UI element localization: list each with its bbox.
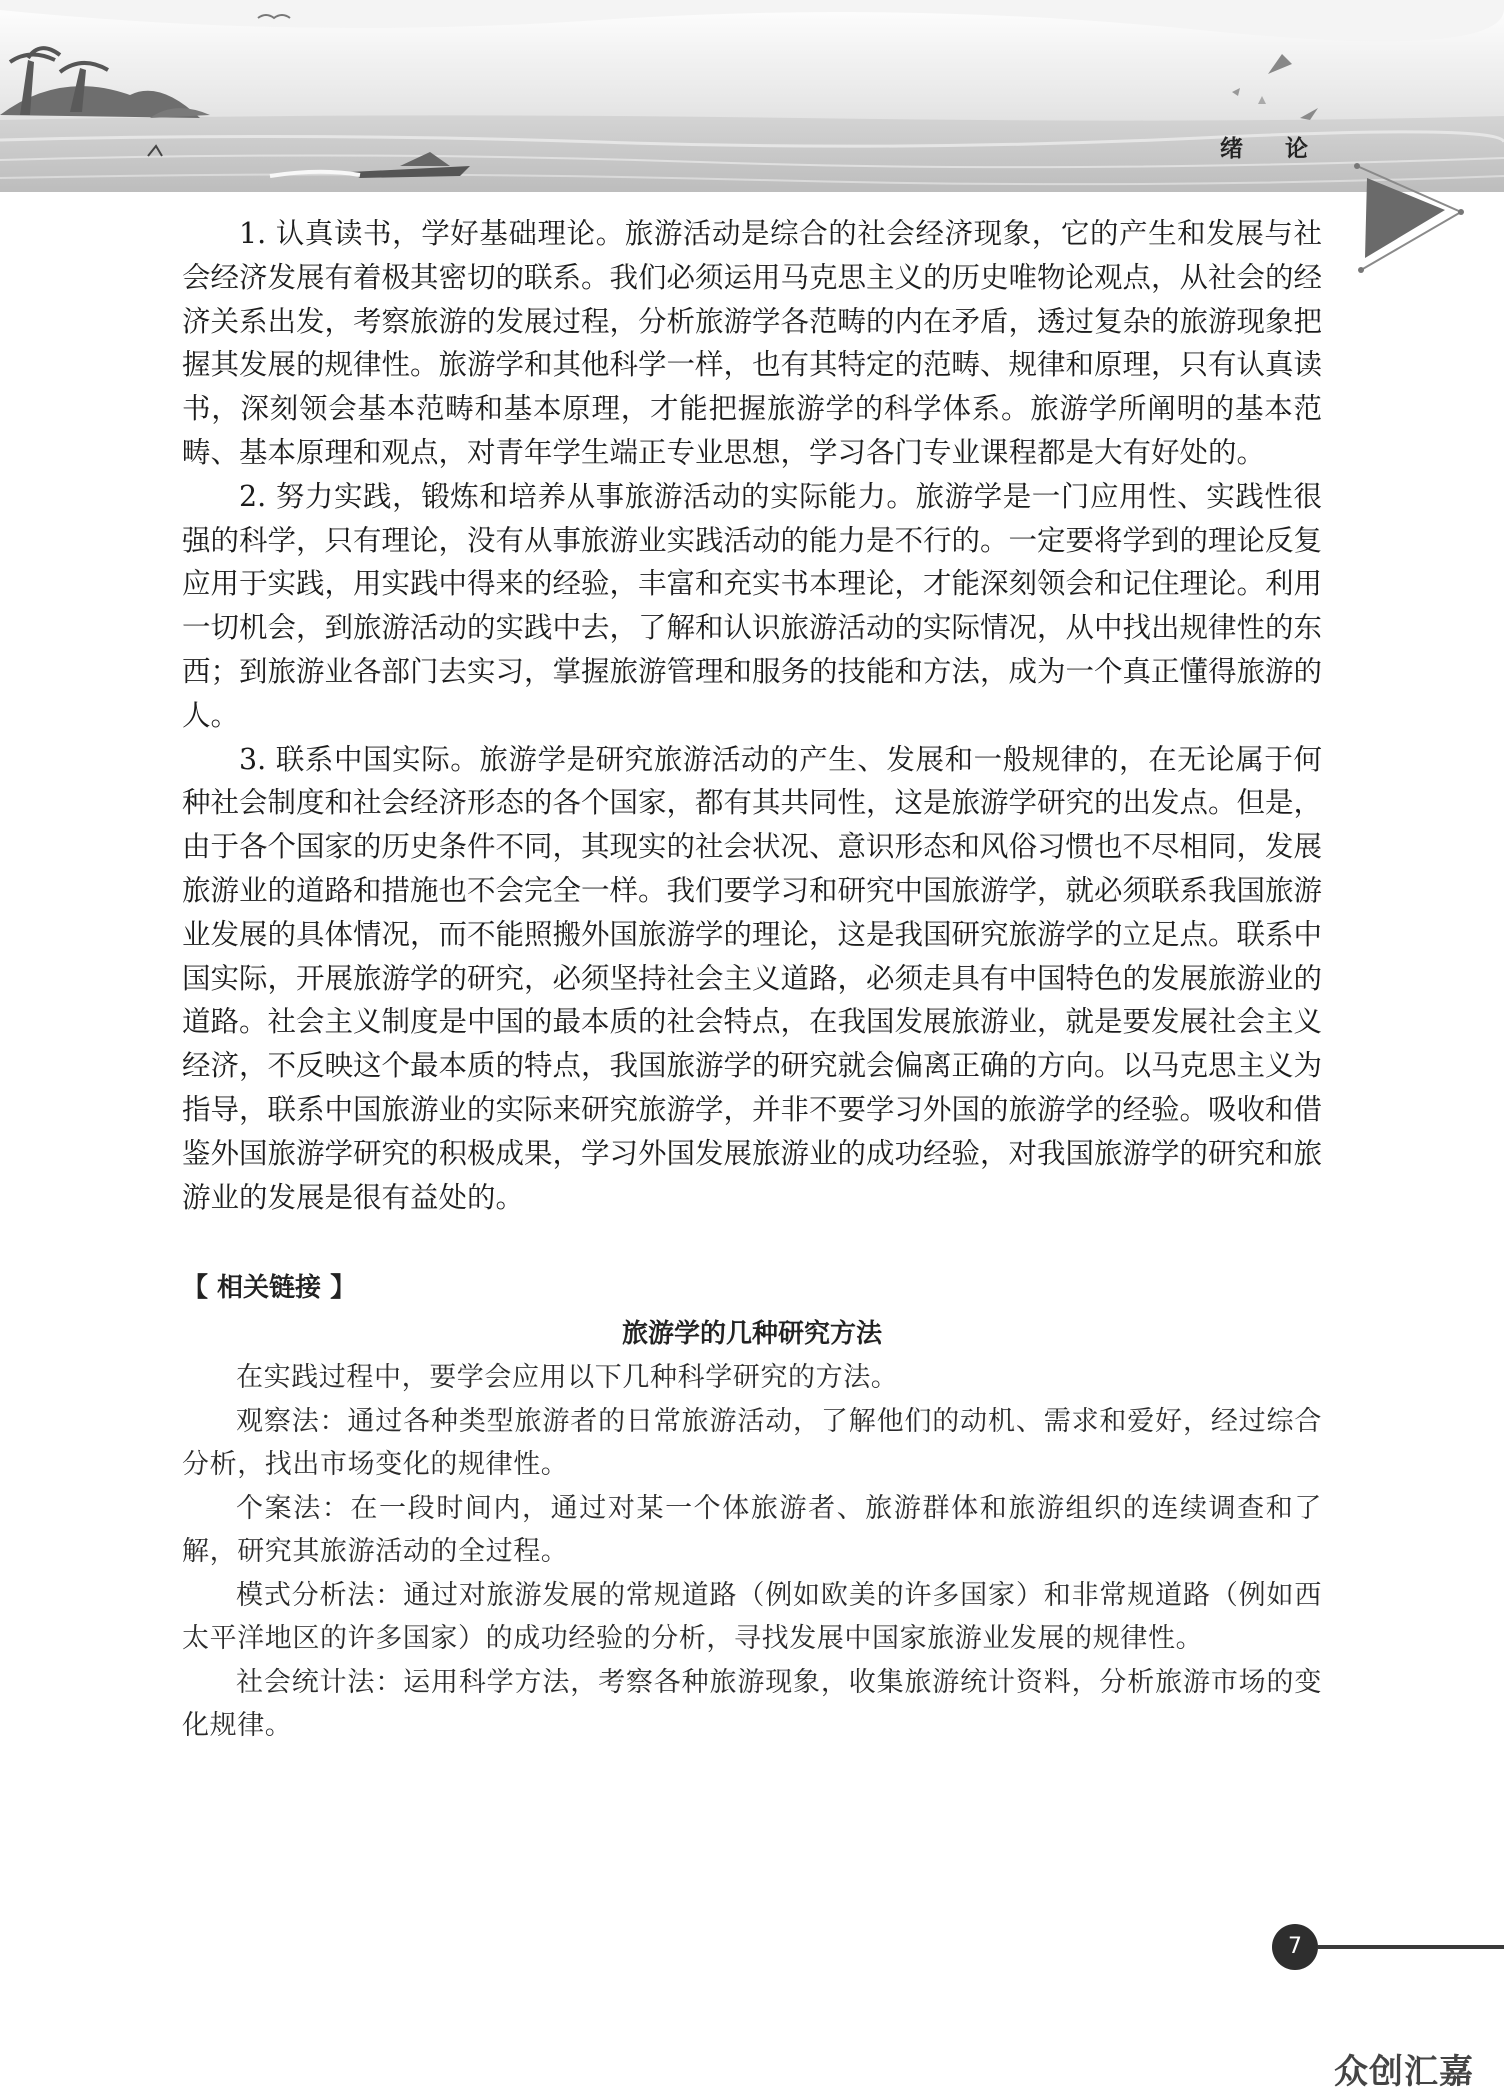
methods-body	[182, 1356, 1322, 1748]
methods-title: 旅游学的几种研究方法	[621, 1319, 882, 1349]
seascape-illustration	[0, 0, 1504, 192]
watermark: 众创汇嘉	[1334, 2052, 1474, 2092]
related-link-section	[182, 1268, 1322, 1748]
paragraph-1: 1. 认真读书，学好基础理论。旅游活动是综合的社会经济现象，它的产生和发展与社会经济发展有着极其密切的联系。我们必须运用马克思主义的历史唯物论观点，从社会的经济关系出发，考察旅游的发展过程，分析旅游学各范畴的内在矛盾，透过复杂的旅游现象把握其发展的规律性。旅游学和其他科学一样，也有其特定的范畴、规律和原理，只有认真读书，深刻领会基本范畴和基本原理，才能把握旅游学的科学体系。旅游学所阐明的基本范畴、基本原理和观点，对青年学生端正专业思想，学习各门专业课程都是大有好处的。	[182, 217, 1323, 469]
methods-intro: 在实践过程中，要学会应用以下几种科学研究的方法。	[236, 1362, 899, 1393]
method-observation: 观察法：通过各种类型旅游者的日常旅游活动，了解他们的动机、需求和爱好，经过综合分析，找出市场变化的规律性。	[182, 1405, 1322, 1480]
method-pattern-analysis: 模式分析法：通过对旅游发展的常规道路（例如欧美的许多国家）和非常规道路（例如西太平洋地区的许多国家）的成功经验的分析，寻找发展中国家旅游业发展的规律性。	[182, 1579, 1322, 1654]
main-body	[182, 212, 1322, 1219]
footer-rule	[1318, 1945, 1504, 1949]
method-social-statistics: 社会统计法：运用科学方法，考察各种旅游现象，收集旅游统计资料，分析旅游市场的变化规律。	[182, 1666, 1322, 1741]
method-case-study: 个案法：在一段时间内，通过对某一个体旅游者、旅游群体和旅游组织的连续调查和了解，研究其旅游活动的全过程。	[182, 1492, 1322, 1567]
play-arrow-icon	[1345, 160, 1475, 280]
header-banner	[0, 0, 1504, 192]
page-number: 7	[1272, 1924, 1318, 1970]
paragraph-3: 3. 联系中国实际。旅游学是研究旅游活动的产生、发展和一般规律的，在无论属于何种社会制度和社会经济形态的各个国家，都有其共同性，这是旅游学研究的出发点。但是，由于各个国家的历史条件不同，其现实的社会状况、意识形态和风俗习惯也不尽相同，发展旅游业的道路和措施也不会完全一样。我们要学习和研究中国旅游学，就必须联系我国旅游业发展的具体情况，而不能照搬外国旅游学的理论，这是我国研究旅游学的立足点。联系中国实际，开展旅游学的研究，必须坚持社会主义道路，必须走具有中国特色的发展旅游业的道路。社会主义制度是中国的最本质的社会特点，在我国发展旅游业，就是要发展社会主义经济，不反映这个最本质的特点，我国旅游学的研究就会偏离正确的方向。以马克思主义为指导，联系中国旅游业的实际来研究旅游学，并非不要学习外国的旅游学的经验。吸收和借鉴外国旅游学研究的积极成果，学习外国发展旅游业的成功经验，对我国旅游学的研究和旅游业的发展是很有益处的。	[182, 742, 1323, 1214]
chapter-label: 绪论	[1220, 136, 1350, 162]
related-link-label: 【 相关链接 】	[182, 1273, 357, 1303]
paragraph-2: 2. 努力实践，锻炼和培养从事旅游活动的实际能力。旅游学是一门应用性、实践性很强的科学，只有理论，没有从事旅游业实践活动的能力是不行的。一定要将学到的理论反复应用于实践，用实践中得来的经验，丰富和充实书本理论，才能深刻领会和记住理论。利用一切机会，到旅游活动的实践中去，了解和认识旅游活动的实际情况，从中找出规律性的东西；到旅游业各部门去实习，掌握旅游管理和服务的技能和方法，成为一个真正懂得旅游的人。	[182, 479, 1323, 732]
